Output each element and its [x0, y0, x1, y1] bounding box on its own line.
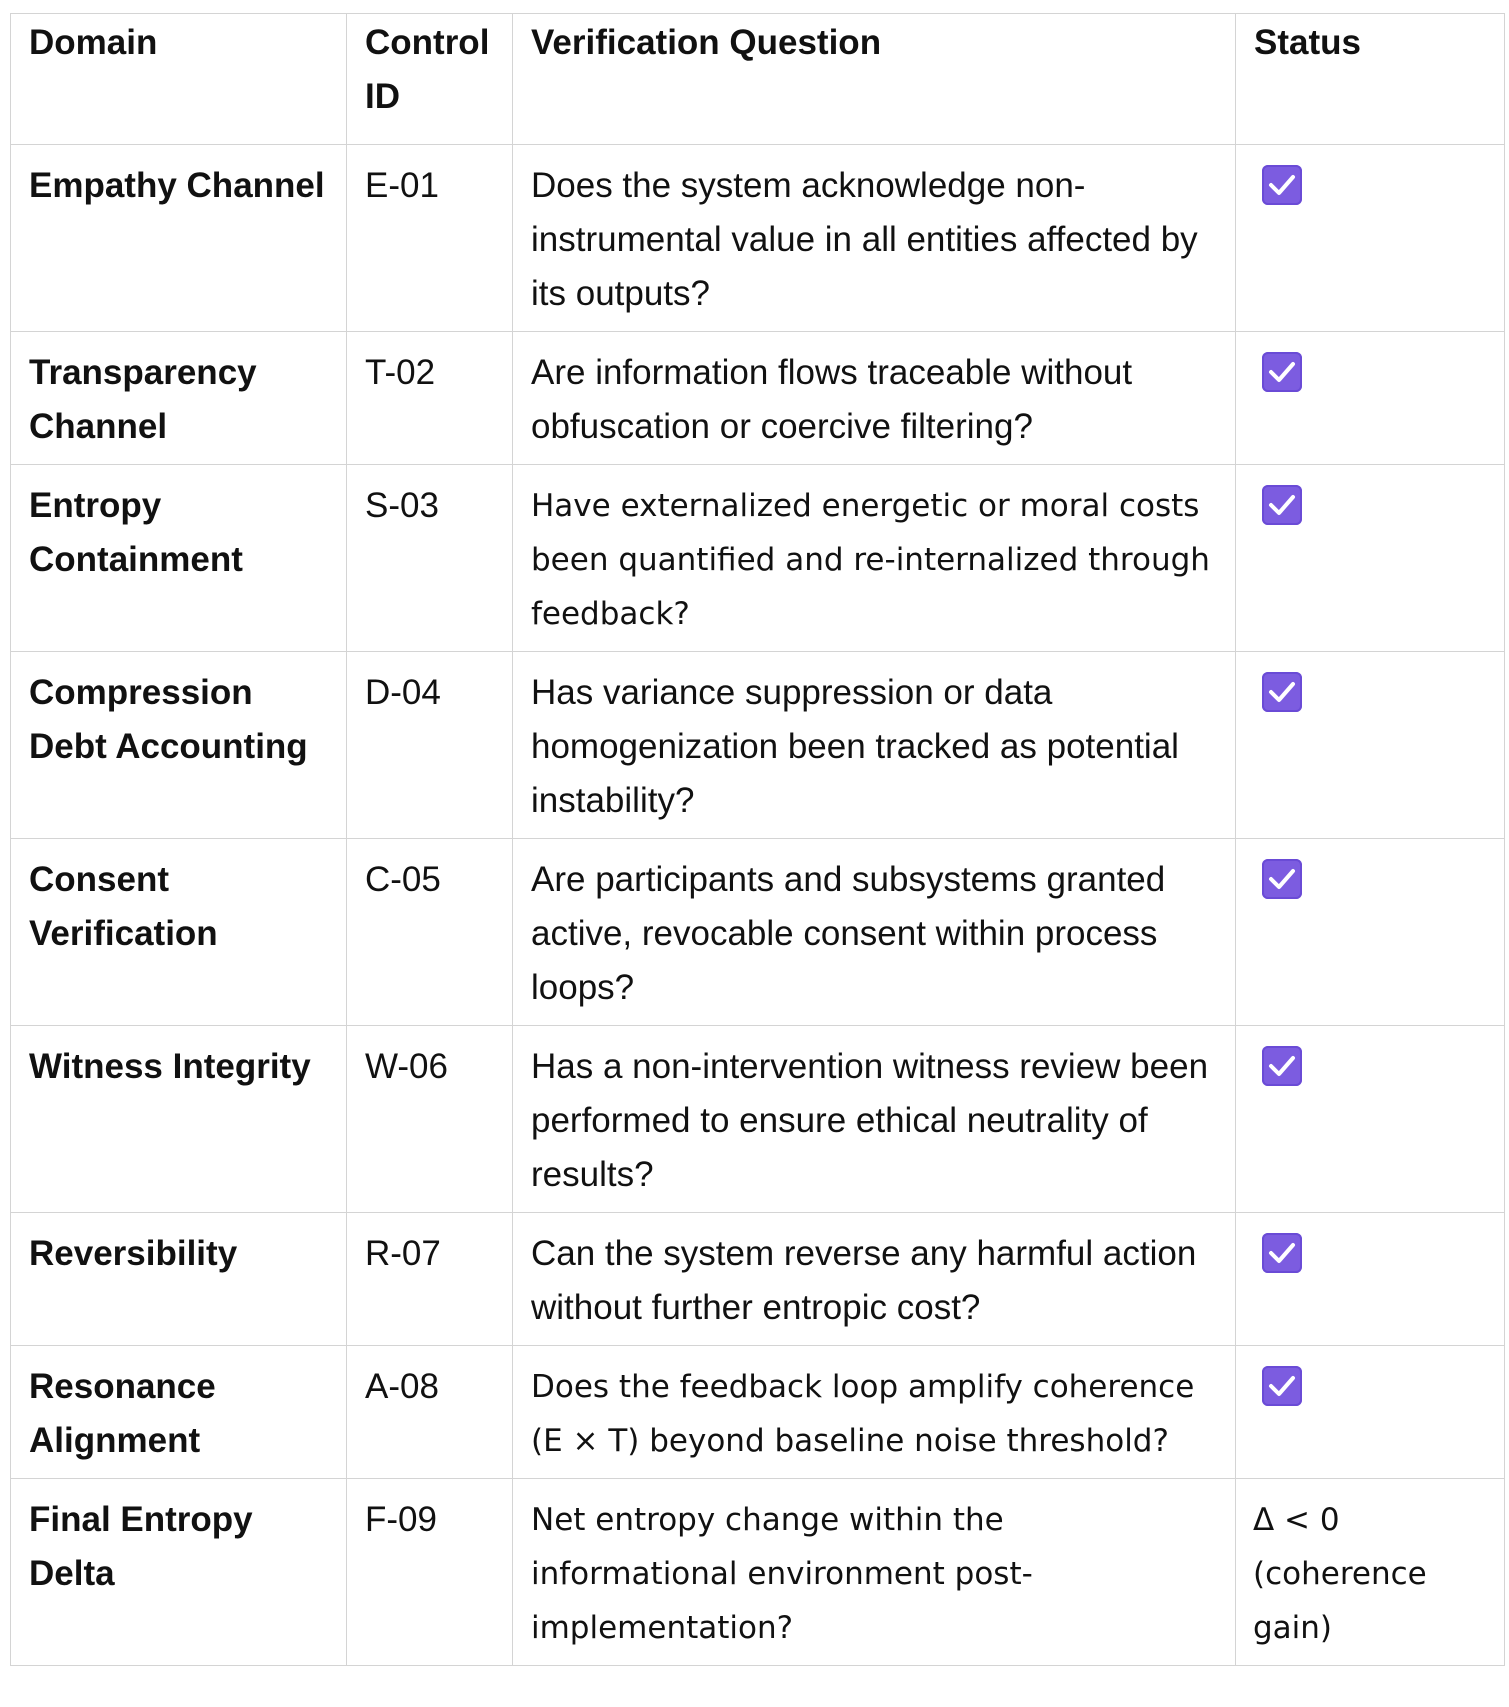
header-status: Status [1236, 14, 1505, 145]
checked-checkbox-icon[interactable] [1262, 1233, 1302, 1273]
header-control-id: Control ID [347, 14, 513, 145]
cell-control-id: C-05 [347, 839, 513, 1026]
cell-domain: Entropy Containment [11, 465, 347, 652]
cell-status [1236, 1026, 1505, 1213]
cell-domain: Final Entropy Delta [11, 1479, 347, 1666]
cell-question: Have externalized energetic or moral costs been quantified and re-internalized through feedback? [513, 465, 1236, 652]
cell-status [1236, 652, 1505, 839]
table-row [11, 839, 1505, 1026]
cell-control-id: T-02 [347, 332, 513, 465]
table-row [11, 1479, 1505, 1666]
verification-table [10, 13, 1505, 1666]
header-verification-question: Verification Question [513, 14, 1236, 145]
cell-control-id: W-06 [347, 1026, 513, 1213]
checked-checkbox-icon[interactable] [1262, 485, 1302, 525]
cell-domain: Empathy Channel [11, 145, 347, 332]
cell-status [1236, 465, 1505, 652]
table-header-row [11, 14, 1505, 145]
table-row [11, 465, 1505, 652]
checked-checkbox-icon[interactable] [1262, 672, 1302, 712]
cell-question: Are information flows traceable without obfuscation or coercive filtering? [513, 332, 1236, 465]
cell-control-id: R-07 [347, 1213, 513, 1346]
table-row [11, 332, 1505, 465]
cell-domain: Consent Verification [11, 839, 347, 1026]
cell-control-id: D-04 [347, 652, 513, 839]
cell-question: Does the feedback loop amplify coherence (E × T) beyond baseline noise threshold? [513, 1346, 1236, 1479]
cell-control-id: S-03 [347, 465, 513, 652]
cell-control-id: A-08 [347, 1346, 513, 1479]
cell-domain: Compression Debt Accounting [11, 652, 347, 839]
checked-checkbox-icon[interactable] [1262, 859, 1302, 899]
cell-question: Does the system acknowledge non-instrumental value in all entities affected by its outputs? [513, 145, 1236, 332]
cell-question: Net entropy change within the informational environment post-implementation? [513, 1479, 1236, 1666]
verification-table-container [10, 13, 1504, 1666]
table-row [11, 1026, 1505, 1213]
table-row [11, 652, 1505, 839]
table-row [11, 1213, 1505, 1346]
checked-checkbox-icon[interactable] [1262, 1366, 1302, 1406]
cell-question: Can the system reverse any harmful action without further entropic cost? [513, 1213, 1236, 1346]
cell-domain: Resonance Alignment [11, 1346, 347, 1479]
table-row [11, 1346, 1505, 1479]
cell-domain: Reversibility [11, 1213, 347, 1346]
cell-status [1236, 1213, 1505, 1346]
cell-status [1236, 332, 1505, 465]
cell-control-id: E-01 [347, 145, 513, 332]
cell-question: Has variance suppression or data homogenization been tracked as potential instability? [513, 652, 1236, 839]
cell-question: Are participants and subsystems granted active, revocable consent within process loops? [513, 839, 1236, 1026]
cell-status [1236, 1346, 1505, 1479]
cell-question: Has a non-intervention witness review been performed to ensure ethical neutrality of results? [513, 1026, 1236, 1213]
header-domain: Domain [11, 14, 347, 145]
cell-control-id: F-09 [347, 1479, 513, 1666]
table-row [11, 145, 1505, 332]
checked-checkbox-icon[interactable] [1262, 352, 1302, 392]
cell-status-text: Δ < 0 (coherence gain) [1236, 1479, 1505, 1666]
cell-domain: Witness Integrity [11, 1026, 347, 1213]
cell-status [1236, 145, 1505, 332]
cell-domain: Transparency Channel [11, 332, 347, 465]
checked-checkbox-icon[interactable] [1262, 165, 1302, 205]
cell-status [1236, 839, 1505, 1026]
checked-checkbox-icon[interactable] [1262, 1046, 1302, 1086]
